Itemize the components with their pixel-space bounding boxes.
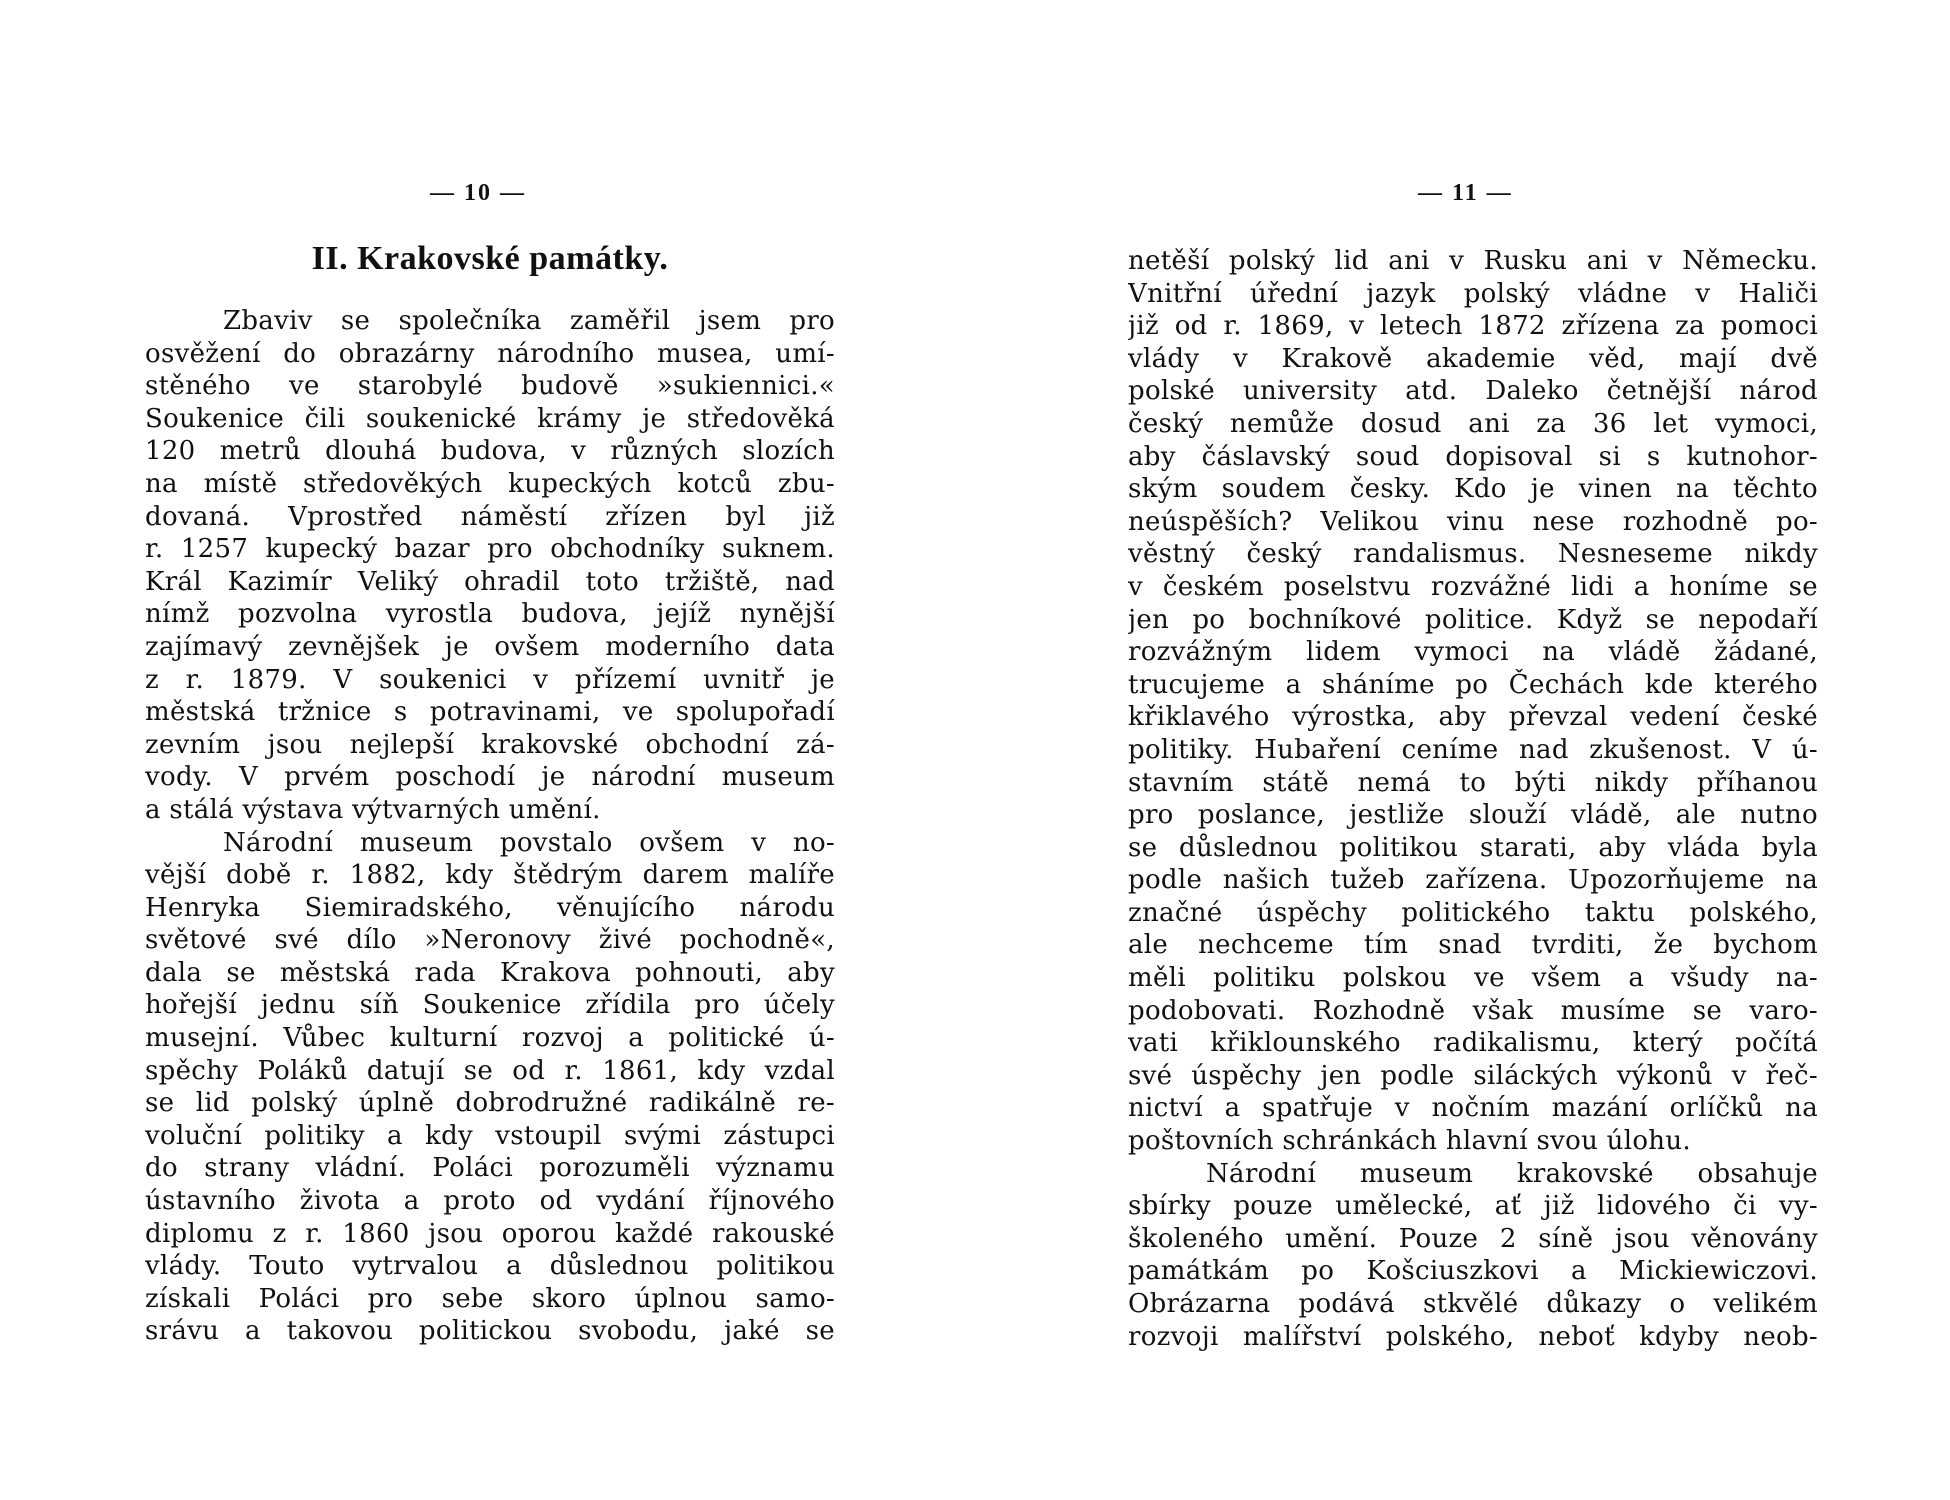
text-line: podobovati. Rozhodně však musíme se varo- (1128, 995, 1818, 1026)
text-line: světové své dílo »Neronovy živé pochodně«, (145, 925, 835, 956)
text-line: Vnitřní úřední jazyk polský vládne v Haliči (1128, 278, 1818, 309)
text-line: vody. V prvém poschodí je národní museum (145, 762, 835, 793)
text-line: ským soudem česky. Kdo je vinen na těchto (1128, 474, 1818, 505)
text-line: vlády v Krakově akademie věd, mají dvě (1128, 343, 1818, 374)
text-line: měli politiku polskou ve všem a všudy na- (1128, 963, 1818, 994)
text-line: rozvážným lidem vymoci na vládě žádané, (1128, 637, 1818, 668)
text-line: musejní. Vůbec kulturní rozvoj a politické ú- (145, 1023, 835, 1054)
right-page-text (1128, 245, 1818, 1353)
text-line: dovaná. Vprostřed náměstí zřízen byl již (145, 501, 835, 532)
text-line: český nemůže dosud ani za 36 let vymoci, (1128, 408, 1818, 439)
text-line: věstný český randalismus. Nesneseme nikdy (1128, 539, 1818, 570)
text-line: stěného ve starobylé budově »sukiennici.« (145, 371, 835, 402)
text-line: Soukenice čili soukenické krámy je středověká (145, 403, 835, 434)
text-line: Národní museum krakovské obsahuje (1206, 1158, 1818, 1189)
text-line: polské university atd. Daleko četnější národ (1128, 376, 1818, 407)
text-line: památkám po Košciuszkovi a Mickiewiczovi. (1128, 1256, 1818, 1287)
text-line: neúspěších? Velikou vinu nese rozhodně po- (1128, 506, 1818, 537)
text-line: do strany vládní. Poláci porozuměli významu (145, 1153, 835, 1184)
text-line: politiky. Hubaření ceníme nad zkušenost. V ú- (1128, 734, 1818, 765)
text-line: vější době r. 1882, kdy štědrým darem malíře (145, 860, 835, 891)
text-line: podle našich tužeb zařízena. Upozorňujeme na (1128, 865, 1818, 896)
text-line: ale nechceme tím snad tvrditi, že bychom (1128, 930, 1818, 961)
text-line: Obrázarna podává stkvělé důkazy o velikém (1128, 1289, 1818, 1319)
text-line: nímž pozvolna vyrostla budova, jejíž nynější (145, 599, 835, 630)
left-page-text (145, 305, 835, 1348)
text-line: se důslednou politikou starati, aby vláda byla (1128, 832, 1818, 863)
text-line: vlády. Touto vytrvalou a důslednou politikou (145, 1251, 835, 1282)
text-line: trucujeme a sháníme po Čechách kde kterého (1128, 669, 1818, 700)
text-line: městská tržnice s potravinami, ve spolupořadí (145, 697, 835, 728)
text-line: nictví a spatřuje v nočním mazání orlíčků na (1128, 1093, 1818, 1124)
text-line: osvěžení do obrazárny národního musea, umí- (145, 338, 835, 369)
text-line: své úspěchy jen podle siláckých výkonů v řeč- (1128, 1060, 1818, 1091)
text-line: se lid polský úplně dobrodružné radikálně re- (145, 1088, 835, 1119)
text-line: 120 metrů dlouhá budova, v různých slozích (145, 436, 835, 467)
text-line: aby čáslavský soud dopisoval si s kutnohor- (1128, 441, 1818, 472)
text-line: diplomu z r. 1860 jsou oporou každé rakouské (145, 1218, 835, 1249)
text-line: získali Poláci pro sebe skoro úplnou samo- (145, 1283, 835, 1314)
text-line: dala se městská rada Krakova pohnouti, aby (145, 957, 835, 988)
text-line: zajímavý zevnějšek je ovšem moderního data (145, 631, 835, 662)
text-line: stavním státě nemá to býti nikdy příhanou (1128, 767, 1818, 798)
text-line: Zbaviv se společníka zaměřil jsem pro (223, 306, 835, 336)
text-line: spěchy Poláků datují se od r. 1861, kdy vzdal (145, 1055, 835, 1086)
text-line: rozvoji malířství polského, neboť kdyby neob- (1128, 1321, 1818, 1352)
text-line: zevním jsou nejlepší krakovské obchodní zá- (145, 729, 835, 760)
text-line: poštovních schránkách hlavní svou úlohu. (1128, 1126, 1691, 1157)
chapter-heading: II. Krakovské památky. (311, 240, 669, 277)
text-line: voluční politiky a kdy vstoupil svými zástupci (145, 1120, 835, 1151)
text-line: již od r. 1869, v letech 1872 zřízena za pomoci (1128, 311, 1818, 342)
text-line: značné úspěchy politického taktu polského, (1128, 897, 1818, 928)
text-line: Henryka Siemiradského, věnujícího národu (145, 892, 835, 923)
text-line: v českém poselstvu rozvážné lidi a honíme se (1128, 571, 1818, 602)
text-line: r. 1257 kupecký bazar pro obchodníky suknem. (145, 534, 835, 565)
page-number-left: — 10 — (430, 180, 526, 206)
text-line: křiklavého výrostka, aby převzal vedení české (1128, 702, 1818, 733)
text-line: Král Kazimír Veliký ohradil toto tržiště, nad (145, 566, 835, 597)
text-line: ústavního života a proto od vydání říjnového (145, 1186, 835, 1217)
text-line: na místě středověkých kupeckých kotců zbu- (145, 468, 835, 499)
text-line: hořejší jednu síň Soukenice zřídila pro účely (145, 990, 835, 1021)
text-line: netěší polský lid ani v Rusku ani v Německu. (1128, 246, 1818, 276)
text-line: vati křiklounského radikalismu, který počítá (1128, 1028, 1818, 1059)
text-line: jen po bochníkové politice. Když se nepodaří (1128, 604, 1818, 635)
text-line: srávu a takovou politickou svobodu, jaké se (145, 1316, 835, 1347)
text-line: a stálá výstava výtvarných umění. (145, 794, 601, 825)
text-line: školeného umění. Pouze 2 síně jsou věnovány (1128, 1223, 1818, 1254)
page-number-right: — 11 — (1418, 180, 1513, 206)
text-line: pro poslance, jestliže slouží vládě, ale nutno (1128, 800, 1818, 831)
text-line: z r. 1879. V soukenici v přízemí uvnitř je (145, 664, 835, 695)
text-line: Národní museum povstalo ovšem v no- (223, 827, 835, 858)
text-line: sbírky pouze umělecké, ať již lidového či vy- (1128, 1191, 1818, 1222)
